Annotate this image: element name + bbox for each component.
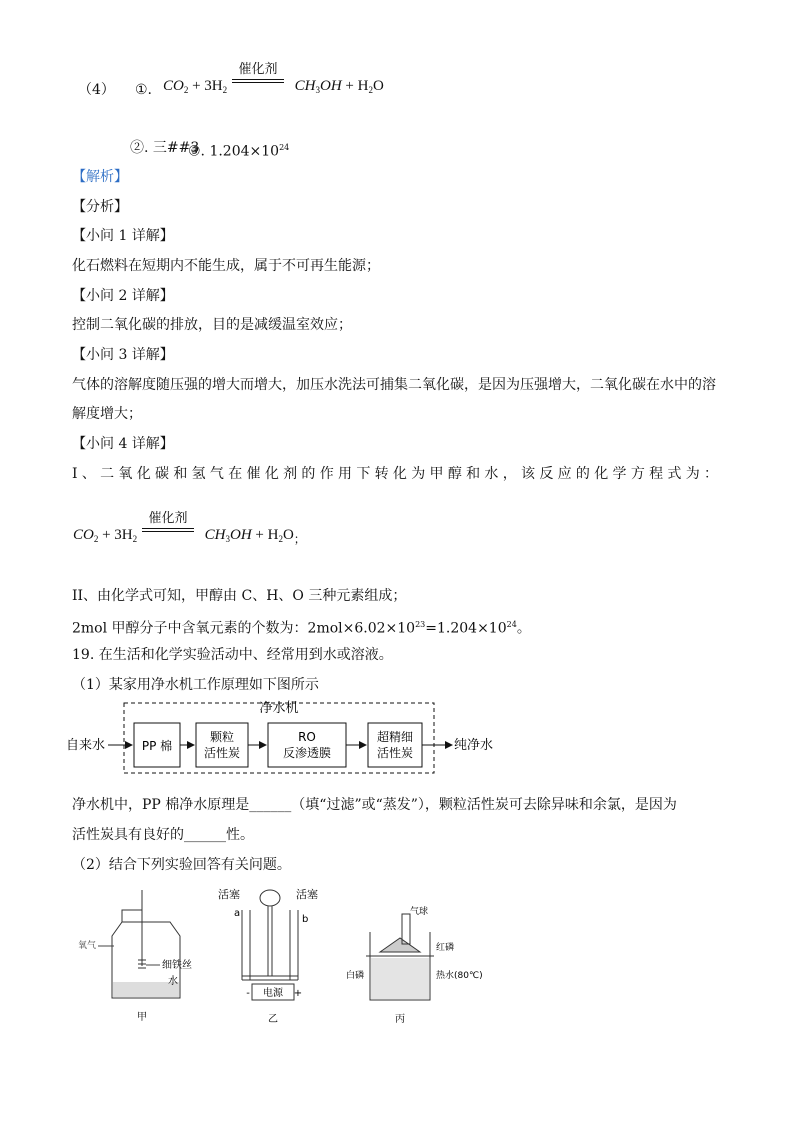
svg-text:红磷: 红磷	[436, 943, 455, 953]
catalyst-condition-2: 催化剂	[142, 512, 194, 532]
svg-text:乙: 乙	[268, 1014, 278, 1025]
equation-answer: $CO_2 + 3H_2$ $CH_3OH + H_2O$	[163, 78, 384, 95]
svg-text:a: a	[234, 908, 241, 919]
svg-text:氧气: 氧气	[78, 941, 97, 951]
apparatus-bing	[346, 905, 483, 1025]
q4-part3: ③. $1.204\times 10^{24}$	[188, 143, 290, 160]
svg-text:电源: 电源	[263, 988, 283, 999]
apparatus-yi	[218, 887, 318, 1025]
subq1-body: 化石燃料在短期内不能生成，属于不可再生能源；	[72, 258, 380, 274]
svg-text:b: b	[302, 914, 309, 925]
svg-text:活塞: 活塞	[296, 888, 318, 901]
question-19-part1-text1: 净水机中，PP 棉净水原理是______（填“过滤”或“蒸发”），颗粒活性炭可去除异味和余氯，是因为	[72, 797, 677, 813]
q4-part2: ②. 三##3	[130, 140, 200, 156]
water-purifier-diagram	[66, 697, 536, 777]
svg-text:反渗透膜: 反渗透膜	[282, 746, 332, 760]
question-19-part2: （2）结合下列实验回答有关问题。	[72, 857, 291, 873]
q4-part1-label: ①.	[135, 82, 153, 98]
subq4-body-line1: I、二氧化碳和氢气在催化剂的作用下转化为甲醇和水，该反应的化学方程式为：	[72, 466, 723, 482]
svg-text:活性炭: 活性炭	[203, 746, 241, 760]
subq2-body: 控制二氧化碳的排放，目的是减缓温室效应；	[72, 317, 352, 333]
output-label: 纯净水	[454, 738, 494, 753]
pp-label: PP 棉	[141, 739, 173, 753]
subq3-body-line1: 气体的溶解度随压强的增大而增大，加压水洗法可捕集二氧化碳，是因为压强增大，二氧化碳在水中的溶	[72, 377, 716, 393]
subq3-body-line2: 解度增大；	[72, 406, 142, 422]
svg-text:气球: 气球	[410, 907, 429, 917]
svg-text:甲: 甲	[137, 1012, 147, 1023]
question-19-part1: （1）某家用净水机工作原理如下图所示	[72, 677, 319, 693]
q4-label: （4）	[78, 82, 115, 98]
question-19-title: 19. 在生活和化学实验活动中、经常用到水或溶液。	[72, 647, 393, 663]
subq4-heading: 【小问 4 详解】	[72, 436, 174, 452]
svg-text:+: +	[293, 988, 303, 999]
subq1-heading: 【小问 1 详解】	[72, 228, 174, 244]
svg-text:水: 水	[168, 976, 178, 987]
equation-explanation: $CO_2 + 3H_2$ $CH_3OH + H_2O_;$	[73, 527, 306, 546]
analysis-heading: 【解析】	[72, 169, 128, 185]
subq3-heading: 【小问 3 详解】	[72, 347, 174, 363]
svg-text:活性炭: 活性炭	[376, 746, 414, 760]
svg-text:白磷: 白磷	[346, 971, 365, 981]
svg-text:颗粒: 颗粒	[209, 730, 235, 744]
fenxi-heading: 【分析】	[72, 199, 128, 215]
subq4-body-line3: 2mol 甲醇分子中含氧元素的个数为：$2mol\times 6.02\times 10^{23}=1.204\times 10^{24}$。	[72, 620, 531, 637]
svg-text:活塞: 活塞	[218, 888, 240, 901]
question-19-part1-text2: 活性炭具有良好的______性。	[72, 827, 254, 843]
svg-text:细铁丝: 细铁丝	[162, 960, 192, 971]
svg-text:丙: 丙	[395, 1014, 405, 1025]
subq2-heading: 【小问 2 详解】	[72, 288, 174, 304]
svg-text:RO: RO	[298, 730, 316, 744]
svg-text:超精细: 超精细	[376, 730, 414, 744]
svg-text:热水(80℃): 热水(80℃)	[436, 971, 483, 981]
apparatus-jia	[78, 890, 192, 1023]
catalyst-condition: 催化剂	[232, 63, 284, 83]
purifier-label: 净水机	[259, 701, 299, 716]
apparatus-figures	[70, 880, 510, 1030]
svg-text:-: -	[246, 988, 250, 999]
subq4-body-line2: II、由化学式可知，甲醇由 C、H、O 三种元素组成；	[72, 588, 407, 604]
input-label: 自来水	[66, 738, 106, 753]
